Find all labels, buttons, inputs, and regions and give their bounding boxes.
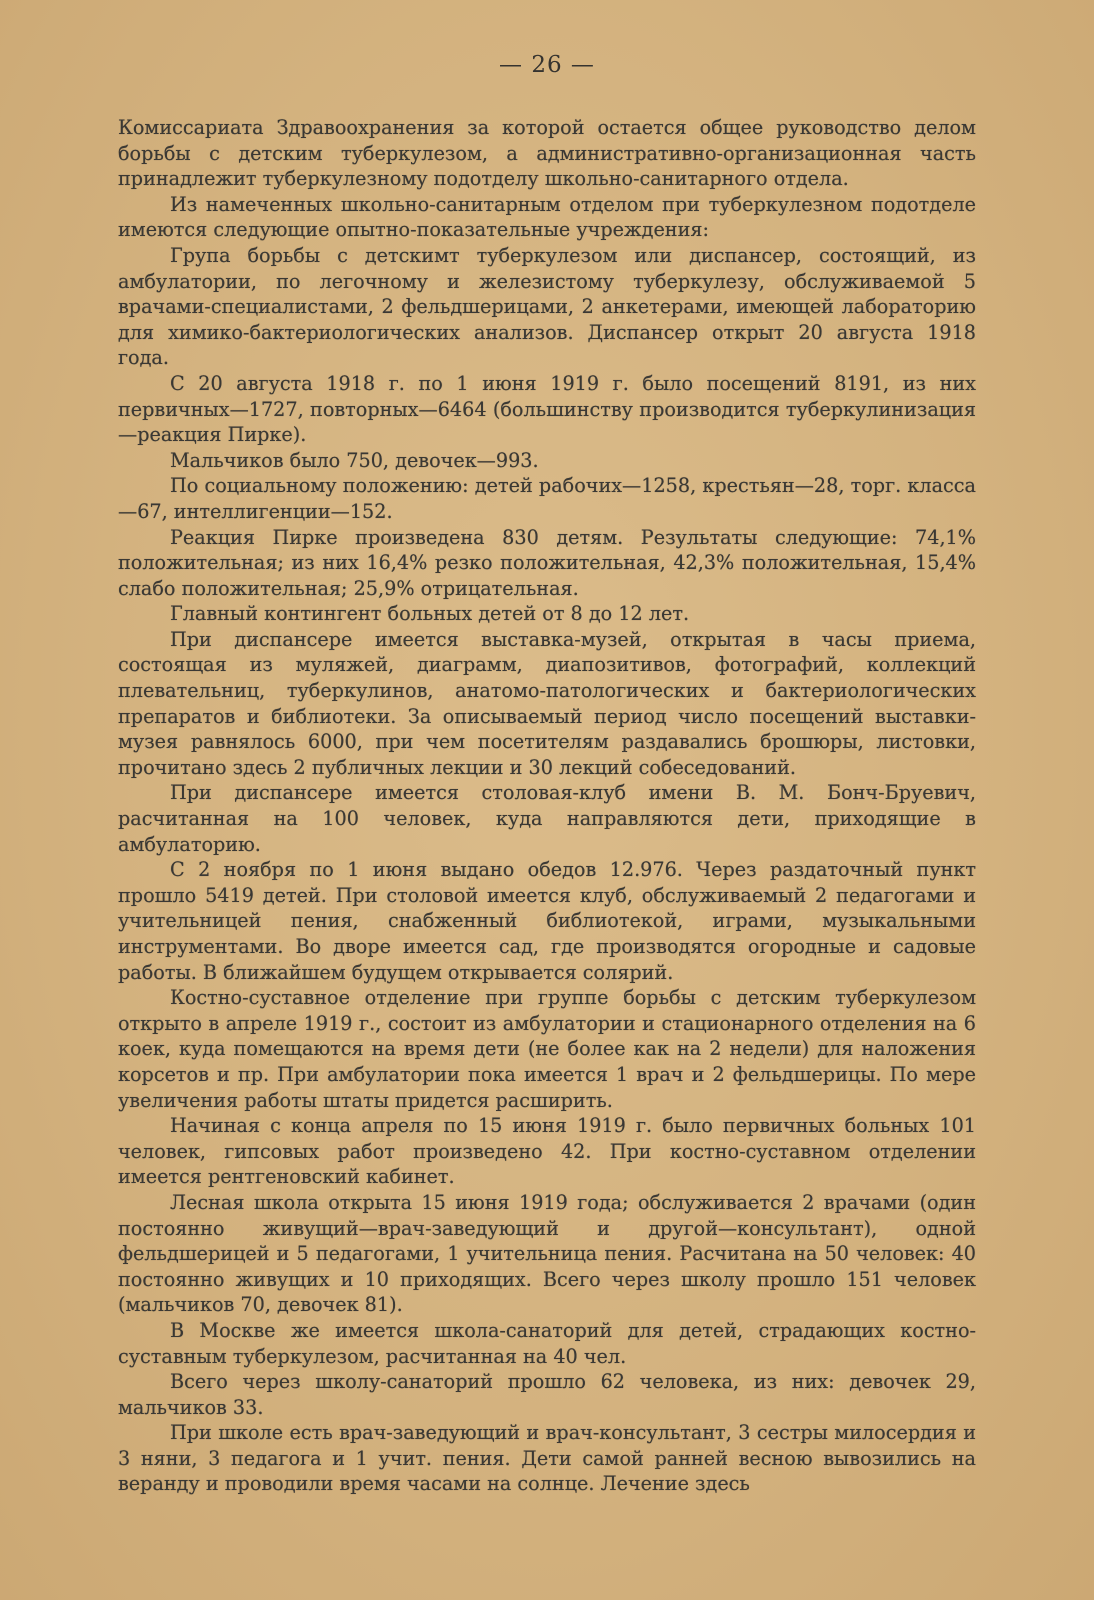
paragraph-sanatorium-count: Всего через школу-санаторий прошло 62 человека, из них: девочек 29, мальчиков 33. <box>118 1370 976 1419</box>
paragraph-visits: С 20 августа 1918 г. по 1 июня 1919 г. было посещений 8191, из них первичных—1727, повторных—6464 (большинству производится туберкулинизация—реакция Пирке). <box>118 371 976 447</box>
paragraph-museum: При диспансере имеется выставка-музей, открытая в часы приема, состоящая из муляжей, диаграмм, диапозитивов, фотографий, коллекций плевательниц, туберкулинов, анатомо-патологических и бактериологических препаратов и библиотеки. За описываемый период число посещений выставки-музея равнялось 6000, при чем посетителям раздавались брошюры, листовки, прочитано здесь 2 публичных лекции и 30 лекций собеседований. <box>118 627 976 779</box>
paragraph-forest-school: Лесная школа открыта 15 июня 1919 года; обслуживается 2 врачами (один постоянно живущий—врач-заведующий и другой—консультант), одной фельдшерицей и 5 педагогами, 1 учительница пения. Расчитана на 50 человек: 40 постоянно живущих и 10 приходящих. Всего через школу прошло 151 человек (мальчиков 70, девочек 81). <box>118 1190 976 1317</box>
paragraph-continuation: Комиссариата Здравоохранения за которой остается общее руководство делом борьбы с детским туберкулезом, а административно-организационная часть принадлежит туберкулезному подотделу школьно-санитарного отдела. <box>118 116 976 191</box>
paragraph-intro-institutions: Из намеченных школьно-санитарным отделом при туберкулезном подотделе имеются следующие опытно-показательные учреждения: <box>118 192 976 242</box>
paragraph-meals: С 2 ноября по 1 июня выдано обедов 12.976. Через раздаточный пункт прошло 5419 детей. При столовой имеется клуб, обслуживаемый 2 педагогами и учительницей пения, снабженный библиотекой, играми, музыкальными инструментами. Во дворе имеется сад, где производятся огородные и садовые работы. В ближайшем будущем открывается солярий. <box>118 858 976 984</box>
paragraph-dispensary: Група борьбы с детскимт туберкулезом или диспансер, состоящий, из амбулатории, по легочному и железистому туберкулезу, обслуживаемой 5 врачами-специалистами, 2 фельдшерицами, 2 анкетерами, имеющей лабораторию для химико-бактериологических анализов. Диспансер открыт 20 августа 1918 года. <box>118 243 976 370</box>
paragraph-pirquet-results: Реакция Пирке произведена 830 детям. Результаты следующие: 74,1% положительная; из них 16,4% резко положительная, 42,3% положительная, 15,4% слабо положительная; 25,9% отрицательная. <box>118 525 976 600</box>
paragraph-age-contingent: Главный контингент больных детей от 8 до 12 лет. <box>170 602 690 626</box>
body-text <box>118 115 976 1497</box>
page-number: — 26 — <box>499 52 595 78</box>
paragraph-social-status: По социальному положению: детей рабочих—1258, крестьян—28, торг. класса—67, интеллигенции—152. <box>118 474 976 523</box>
paragraph-canteen-club: При диспансере имеется столовая-клуб имени В. М. Бонч-Бруевич, расчитанная на 100 человек, куда направляются дети, приходящие в амбулаторию. <box>118 781 976 856</box>
paragraph-patients-count: Начиная с конца апреля по 15 июня 1919 г. было первичных больных 101 человек, гипсовых работ произведено 42. При костно-суставном отделении имеется рентгеновский кабинет. <box>118 1114 976 1189</box>
paragraph-bone-joint-department: Костно-суставное отделение при группе борьбы с детским туберкулезом открыто в апреле 1919 г., состоит из амбулатории и стационарного отделения на 6 коек, куда помещаются на время дети (не более как на 2 недели) для наложения корсетов и пр. При амбулатории пока имеется 1 врач и 2 фельдшерицы. По мере увеличения работы штаты придется расширить. <box>118 986 976 1112</box>
paragraph-sanatorium-school: В Москве же имеется школа-санаторий для детей, страдающих костно-суставным туберкулезом, расчитанная на 40 чел. <box>118 1318 976 1368</box>
paragraph-boys-girls: Мальчиков было 750, девочек—993. <box>170 448 539 472</box>
paragraph-school-staff: При школе есть врач-заведующий и врач-консультант, 3 сестры милосердия и 3 няни, 3 педагога и 1 учит. пения. Дети самой ранней весною вывозились на веранду и проводили время часами на солнце. Лечение здесь <box>118 1421 976 1496</box>
